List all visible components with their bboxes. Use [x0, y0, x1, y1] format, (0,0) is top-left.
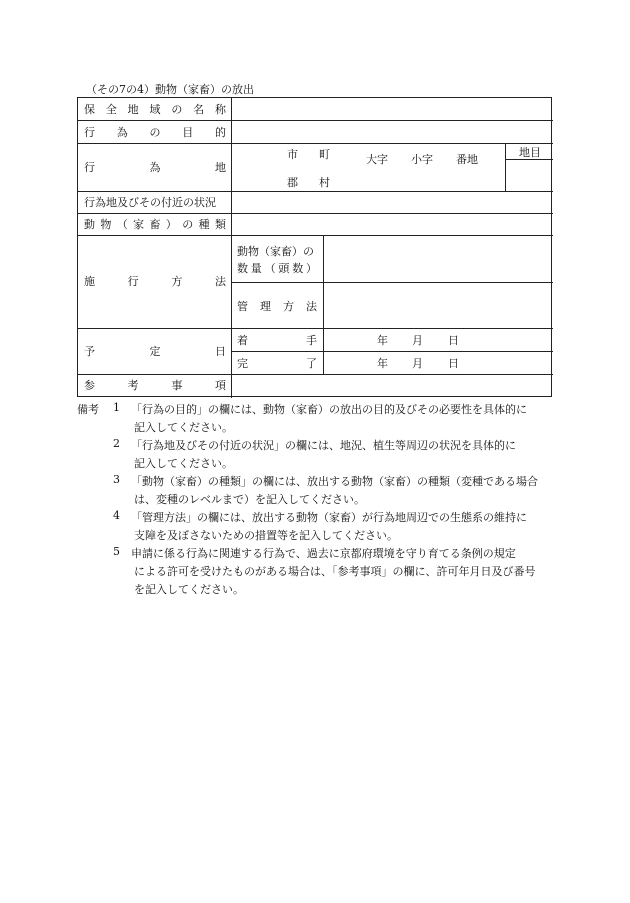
- row-divider: [78, 143, 553, 144]
- label-reference: 参 考 事 項: [84, 379, 226, 392]
- start-month: 月: [412, 334, 423, 347]
- end-day: 日: [448, 357, 459, 370]
- chimoku-divider: [505, 159, 553, 160]
- row-divider: [78, 191, 553, 192]
- schedule-start: 着 手: [237, 334, 317, 347]
- chimoku-divider: [505, 143, 506, 191]
- method-sub-divider: [231, 282, 553, 283]
- end-month: 月: [412, 357, 423, 370]
- site-gun: 郡: [287, 176, 298, 189]
- application-form-table: [77, 97, 552, 397]
- schedule-end: 完 了: [237, 357, 317, 370]
- row-divider: [78, 328, 553, 329]
- schedule-sub-column: [323, 328, 324, 374]
- method-quantity-line2: 数 量 （ 頭 数 ）: [237, 262, 317, 275]
- method-quantity-line1: 動物（家畜）の: [237, 245, 314, 258]
- end-year: 年: [377, 357, 388, 370]
- site-mura: 村: [319, 176, 330, 189]
- site-machi: 町: [319, 148, 330, 161]
- start-day: 日: [448, 334, 459, 347]
- site-chimoku: 地目: [519, 146, 541, 159]
- label-schedule: 予 定 日: [84, 345, 226, 358]
- row-divider: [78, 120, 553, 121]
- label-area-name: 保 全 地 域 の 名 称: [84, 103, 226, 116]
- method-sub-column: [323, 235, 324, 328]
- form-title: （その7の4）動物（家畜）の放出: [86, 83, 254, 96]
- label-animal-type: 動 物 （ 家 畜 ） の 種 類: [84, 218, 226, 231]
- row-divider: [78, 374, 553, 375]
- notes-heading: 備考: [77, 403, 99, 416]
- label-purpose: 行 為 の 目 的: [84, 126, 226, 139]
- site-shi: 市: [287, 148, 298, 161]
- site-oaza: 大字: [366, 153, 388, 166]
- start-year: 年: [377, 334, 388, 347]
- row-divider: [78, 235, 553, 236]
- label-site: 行 為 地: [84, 161, 226, 174]
- method-management: 管 理 方 法: [237, 300, 317, 313]
- label-method: 施 行 方 法: [84, 275, 226, 288]
- site-koaza: 小字: [411, 153, 433, 166]
- label-site-status: 行為地及びその付近の状況: [84, 196, 216, 209]
- schedule-sub-divider: [231, 351, 553, 352]
- row-divider: [78, 213, 553, 214]
- site-banchi: 番地: [456, 153, 478, 166]
